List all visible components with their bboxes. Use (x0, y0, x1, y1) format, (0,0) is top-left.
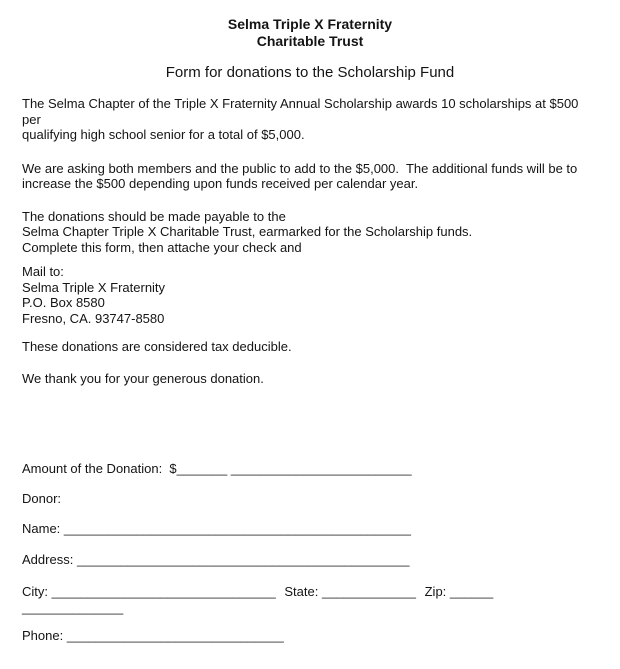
form-subtitle: Form for donations to the Scholarship Fund (165, 64, 455, 81)
address-blank-line: ______________________________________________ (76, 552, 410, 567)
phone-blank-line: ______________________________ (66, 628, 284, 643)
donation-form-fields (22, 461, 598, 644)
text-line: The Selma Chapter of the Triple X Fraternity Annual Scholarship awards 10 scholarships at $500 per (22, 96, 583, 127)
document-title (22, 16, 598, 50)
thank-you-note (22, 371, 598, 387)
zip-blank-line: ______ ______________ (22, 584, 497, 615)
address-row (22, 552, 598, 568)
phone-row (22, 628, 598, 644)
name-row (22, 521, 598, 537)
text-line: These donations are considered tax deducible. (22, 339, 292, 354)
mailing-address-block (22, 264, 598, 326)
donor-label: Donor: (22, 491, 62, 506)
city-state-zip-row (22, 584, 598, 616)
text-line: The donations should be made payable to the (22, 208, 286, 224)
amount-row (22, 461, 598, 477)
city-label: City: (22, 584, 48, 599)
text-line: Selma Chapter Triple X Charitable Trust, earmarked for the Scholarship funds. (22, 224, 473, 239)
mail-to-label: Mail to: (22, 264, 64, 279)
mail-city-state-zip: Fresno, CA. 93747-8580 (22, 310, 165, 326)
name-label: Name: (22, 521, 61, 536)
amount-blank-line: _______ _________________________ (176, 461, 412, 476)
text-line: qualifying high school senior for a total of $5,000. (22, 127, 305, 142)
intro-paragraph (22, 96, 598, 143)
name-blank-line: ________________________________________________ (63, 521, 411, 536)
tax-note (22, 339, 598, 355)
title-line-1: Selma Triple X Fraternity (227, 16, 393, 32)
text-line: We are asking both members and the public to add to the $5,000. The additional funds will be to (22, 160, 578, 176)
funding-appeal-paragraph (22, 161, 598, 192)
zip-label: Zip: (424, 584, 447, 599)
amount-label: Amount of the Donation: $ (22, 461, 177, 476)
title-line-2: Charitable Trust (256, 33, 364, 49)
address-label: Address: (22, 552, 74, 567)
city-blank-line: _______________________________ (51, 584, 276, 599)
text-line: We thank you for your generous donation. (22, 370, 264, 386)
donor-row (22, 491, 598, 507)
payable-instructions-paragraph (22, 209, 598, 256)
text-line: increase the $500 depending upon funds received per calendar year. (22, 176, 419, 191)
text-line: Complete this form, then attache your check and (22, 239, 302, 255)
mail-po-box: P.O. Box 8580 (22, 295, 105, 310)
phone-label: Phone: (22, 628, 64, 643)
mail-addressee: Selma Triple X Fraternity (22, 279, 166, 295)
state-label: State: (284, 584, 319, 599)
state-blank-line: _____________ (321, 584, 416, 599)
